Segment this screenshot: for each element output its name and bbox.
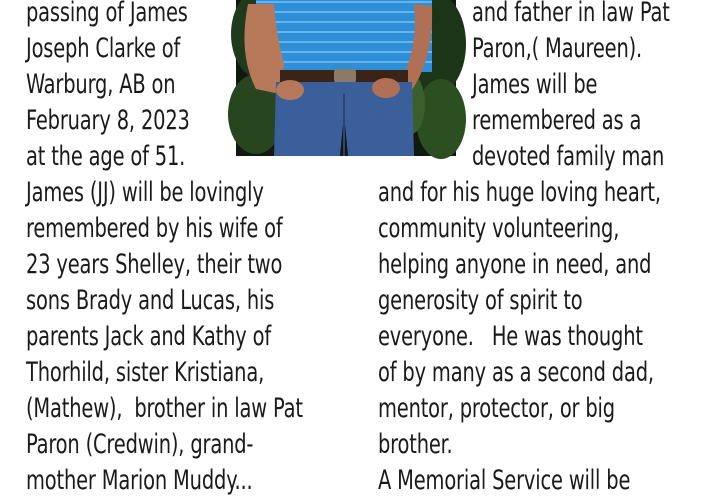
right-text-line: devoted family man bbox=[472, 141, 665, 172]
right-text-line: of by many as a second dad, bbox=[378, 357, 654, 388]
right-text-line: remembered as a bbox=[472, 105, 642, 136]
left-text-line: Paron (Credwin), grand- bbox=[26, 429, 254, 460]
left-text-line: remembered by his wife of bbox=[26, 213, 283, 244]
left-text-line: sons Brady and Lucas, his bbox=[26, 285, 275, 316]
left-text-line: passing of James bbox=[26, 0, 188, 28]
left-text-line: Thorhild, sister Kristiana, bbox=[26, 357, 265, 388]
right-text-line: and for his huge loving heart, bbox=[378, 177, 661, 208]
right-text-line: A Memorial Service will be bbox=[378, 465, 631, 496]
right-text-line: generosity of spirit to bbox=[378, 285, 583, 316]
right-text-line: and father in law Pat bbox=[472, 0, 670, 28]
left-text-line: February 8, 2023 bbox=[26, 105, 190, 136]
left-text-line: 23 years Shelley, their two bbox=[26, 249, 283, 280]
right-text-line: Paron,( Maureen). bbox=[472, 33, 643, 64]
right-text-line: helping anyone in need, and bbox=[378, 249, 652, 280]
left-text-line: James (JJ) will be lovingly bbox=[26, 177, 264, 208]
right-text-line: community volunteering, bbox=[378, 213, 620, 244]
right-text-line: James will be bbox=[472, 69, 598, 100]
left-text-line: at the age of 51. bbox=[26, 141, 186, 172]
left-text-line: (Mathew), brother in law Pat bbox=[26, 393, 303, 424]
left-text-line: Joseph Clarke of bbox=[26, 33, 181, 64]
left-text-line: mother Marion Muddy... bbox=[26, 465, 253, 496]
right-text-line: brother. bbox=[378, 429, 453, 460]
left-text-line: Warburg, AB on bbox=[26, 69, 176, 100]
portrait-photo bbox=[236, 0, 456, 156]
left-text-line: parents Jack and Kathy of bbox=[26, 321, 272, 352]
right-text-line: mentor, protector, or big bbox=[378, 393, 615, 424]
right-text-line: everyone. He was thought bbox=[378, 321, 643, 352]
